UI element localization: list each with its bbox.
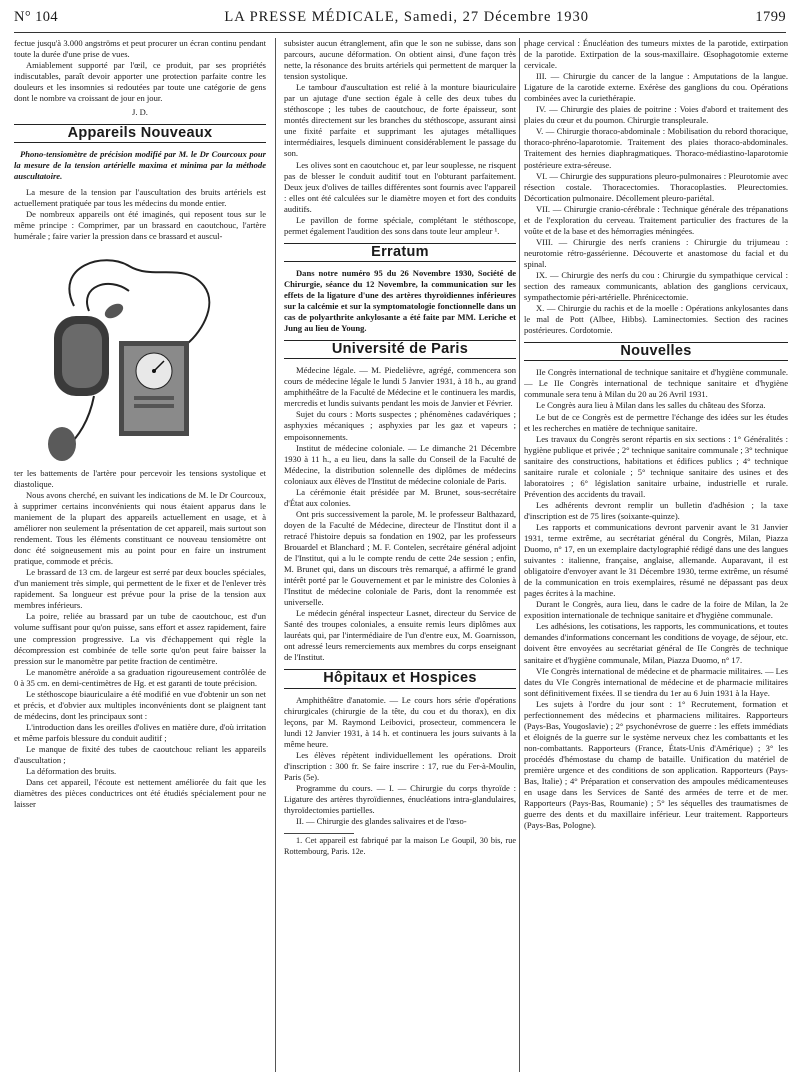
paragraph: Amphithéâtre d'anatomie. — Le cours hors série d'opérations chirurgicales (chirurgie de la tête, du cou et du thorax), en dix leçons, par M. Raymond Leibovici, prosecteur, commencera le lundi 12 Janvier 1931, à 14 h. et continuera les jours suivants à la même heure. — [284, 694, 516, 749]
paragraph: Les adhérents devront remplir un bulletin d'adhésion ; la taxe d'inscription est de 75 lires (soixante-quinze). — [524, 499, 788, 521]
paragraph: Dans cet appareil, l'écoute est nettement améliorée du fait que les diamètres des pièces conductrices ont été étudiés spécialement pour ne laisser — [14, 777, 266, 810]
paragraph: La cérémonie était présidée par M. Brunet, sous-secrétaire d'État aux colonies. — [284, 486, 516, 508]
signature: J. D. — [132, 107, 148, 118]
section-header — [284, 340, 516, 359]
paragraph: phage cervical : Énucléation des tumeurs mixtes de la parotide, extirpation de la parotide. Extirpation de la sous-maxillaire. Œsophagotomie externe cervicale. — [524, 38, 788, 71]
paragraph: Les sujets à l'ordre du jour sont : 1° Recrutement, formation et perfectionnement des médecins et pharmaciens militaires. Rapporteurs (Pays-Bas, Yougoslavie) ; 2° psychonévrose de guerre : les effets immédiats et éloignés de la guerre sur le système nerveux chez les combattants et les non-combattants. Rapporteurs (France, États-Unis d'Amérique) ; 3° les procédés d'hémostase du champ de bataille. Unification du matériel de première urgence et des conditions de son application. Rapporteurs (Pays-Bas, Italie) ; 4° Préparation et conservation des ampoules médicamenteuses en usage dans les Services de Santé des armées de terre et de mer. Rapporteurs (Pays-Bas, Roumanie) ; 5° les séquelles des traumatismes de guerre des dents et du maxillaire inférieur. Leur traitement. Rapporteurs (Pays-Bas, Pologne). — [524, 698, 788, 831]
paragraph: Médecine légale. — M. Piedelièvre, agrégé, commencera son cours de médecine légale le lundi 5 Janvier 1931, à 18 h., au grand amphithéâtre de la Faculté de Médecine et le continuera les mardis, mercredis et lundis suivants pendant les mois de Janvier et Février. — [284, 365, 516, 409]
paragraph: VII. — Chirurgie cranio-cérébrale : Technique générale des trépanations et de l'exploration du cerveau. Traitement particulier des fractures de la voûte et de la base et des hémorragies méningées. — [524, 203, 788, 236]
paragraph: Le brassard de 13 cm. de largeur est serré par deux boucles spéciales, d'un maniement très simple, qui permettent de le fixer et de l'enlever très rapidement. Sa longueur est prévue pour la prise de la tension aux membres inférieurs. — [14, 567, 266, 611]
paragraph: VIII. — Chirurgie des nerfs craniens : Chirurgie du trijumeau : neurotomie rétro-gassérienne. Découverte et anastomose du facial et du spinal. — [524, 236, 788, 269]
paragraph: Le manque de fixité des tubes de caoutchouc reliant les appareils d'auscultation ; — [14, 743, 266, 766]
paragraph: La mesure de la tension par l'auscultation des bruits artériels est actuellement pratiquée par tous les médecins du monde entier. — [14, 186, 266, 208]
paragraph: Les rapports et communications devront parvenir avant le 31 Janvier 1931, terme extrême, au secrétariat général du Congrès, Milan, Piazza Duomo, n° 17, en un exemplaire dactylographié rédigé dans une des langues suivantes : italienne, française, anglaise, allemande. Auparavant, il est obligatoire d'envoyer avant le 31 Décembre 1930, terme extrême, un résumé de la communication en trois exemplaires, résumé ne dépassant pas deux pages écrites à la machine. — [524, 521, 788, 599]
paragraph: IV. — Chirurgie des plaies de poitrine : Voies d'abord et traitement des plaies du cœur et du poumon. Chirurgie transpleurale. — [524, 104, 788, 126]
paragraph: fectue jusqu'à 3.000 angströms et peut procurer un écran continu pendant toute la durée d'une prise de vues. — [14, 38, 266, 60]
paragraph: Le Congrès aura lieu à Milan dans les salles du château des Sforza. — [536, 400, 766, 411]
paragraph: IX. — Chirurgie des nerfs du cou : Chirurgie du sympathique cervical : section des rameaux communicants, ablation des ganglions cervicaux, sympathectomie péri-artérielle. Phrénicectomie. — [524, 269, 788, 303]
section-title: Université de Paris — [331, 341, 469, 358]
paragraph: III. — Chirurgie du cancer de la langue : Amputations de la langue. Ligature de la carotide externe. Exérèse des ganglions du cou. Opérations combinées avec la curiethérapie. — [524, 71, 788, 104]
bulb-shape — [48, 427, 76, 461]
column-2 — [284, 38, 516, 1074]
paragraph: De nombreux appareils ont été imaginés, qui reposent tous sur le même principe : Comprimer, par un brassard en caoutchouc, l'artère humérale ; faire varier la pression dans ce brassard et auscul- — [14, 208, 266, 241]
footnote-rule — [284, 833, 354, 834]
paragraph: Durant le Congrès, aura lieu, dans le cadre de la foire de Milan, la 2e exposition internationale de technique sanitaire et d'hygiène communale. — [524, 599, 788, 621]
paragraph: V. — Chirurgie thoraco-abdominale : Mobilisation du rebord thoracique, thoraco-phréno-laparotomie. Traitement des plaies thoraco-abdominales. Traitement des hernies diaphragmatiques. Thoraco-médiastino-laparotomie postérieure extra-séreuse. — [524, 126, 788, 170]
paragraph: subsister aucun étranglement, afin que le son ne subisse, dans son parcours, aucune déformation. On obtient ainsi, d'une façon très nette, la résonance des bruits artériels qui permettent de marquer la tension systolique. — [284, 38, 516, 82]
paragraph: Amiablement supporté par l'œil, ce produit, par ses propriétés indiscutables, paraît devoir apporter une protection parfaite contre les douleurs et les insomnies si redoutées par toute une catégorie de gens dont le nombre va croissant de jour en jour. — [14, 60, 266, 104]
paragraph: Le pavillon de forme spéciale, complétant le stéthoscope, permet également l'audition des sons dans toute leur ampleur ¹. — [284, 214, 516, 236]
paragraph: Sujet du cours : Morts suspectes ; phénomènes cadavériques ; asphyxies mécaniques ; asphyxies par les gaz et vapeurs ; empoisonnements. — [284, 409, 516, 442]
page-header — [14, 9, 786, 31]
footnote: 1. Cet appareil est fabriqué par la maison Le Goupil, 30 bis, rue Rottembourg, Paris. 12e. — [284, 836, 516, 856]
issue-number: N° 104 — [14, 9, 59, 25]
paragraph: Le manomètre anéroïde a sa graduation rigoureusement contrôlée de 0 à 35 cm. en demi-centimètres de Hg. et est garanti de toute précision. — [14, 666, 266, 688]
section-title: Erratum — [371, 243, 429, 260]
paragraph: Dans notre numéro 95 du 26 Novembre 1930, Société de Chirurgie, séance du 12 Novembre, la communication sur les effets de la ligature d'une des artères thyroïdiennes inférieures sur la calcémie et sur la symptomatologie fonctionnelle dans un cas de polyarthrite ankylosante a été faite par MM. Leriche et Jung au lieu de Young. — [284, 267, 516, 334]
paragraph: X. — Chirurgie du rachis et de la moelle : Opérations ankylosantes dans le mal de Pott (Albee, Hibbs). Laminectomies. Section des racines postérieures. Cordotomie. — [524, 303, 788, 336]
paragraph: Le tambour d'auscultation est relié à la monture biauriculaire par un ajutage d'une section égale à celle des deux tubes du stéthoscope ; les tubes de caoutchouc, de forte épaisseur, sont montés directement sur les branches du stéthoscope, assurant ainsi une fixité parfaite et supprimant les ajutages métalliques intermédiaires, lesquels diminuent considérablement le passage du son. — [284, 82, 516, 159]
column-1 — [14, 38, 266, 1074]
column-3 — [524, 38, 788, 1074]
paragraph: ter les battements de l'artère pour percevoir les tensions systolique et diastolique. — [14, 467, 266, 489]
paragraph: Ont pris successivement la parole, M. le professeur Balthazard, doyen de la Faculté de Médecine, directeur de l'Institut dont il a retracé l'histoire depuis sa fondation en 1902, par les professeurs Brouardel et Blanchard ; M. F. Contelen, secrétaire général adjoint de l'Institut, qui a lu le compte rendu de cette 24e session ; enfin, M. Brunet qui, dans un discours très remarqué, a affirmé le grand intérêt porté par le Gouvernement et par le ministre des Colonies à l'Institut de médecine coloniale de Paris, dont la renommée est universelle. — [284, 508, 516, 608]
paragraph: II. — Chirurgie des glandes salivaires et de l'œso- — [296, 816, 467, 827]
paragraph: Nous avons cherché, en suivant les indications de M. le Dr Courcoux, à supprimer certains inconvénients qui nous étaient apparus dans le maniement de la plupart des appareils actuellement en usage, et à améliorer non seulement la présentation de cet appareil, mais surtout son rendement. Tous les éléments constituant ce nouveau tensiomètre ont donc été soigneusement mis au point pour en faire un instrument pratique, commode et précis. — [14, 489, 266, 567]
paragraph: Programme du cours. — I. — Chirurgie du corps thyroïde : Ligature des artères thyroïdiennes, énucléations intra-glandulaires, thyroïdectomies partielles. — [284, 782, 516, 815]
column-divider — [519, 38, 520, 1072]
page-number: 1799 — [755, 9, 786, 25]
journal-title: LA PRESSE MÉDICALE, Samedi, 27 Décembre 1930 — [224, 9, 590, 25]
paragraph: Les élèves répètent individuellement les opérations. Droit d'inscription : 300 fr. Se faire inscrire : 17, rue du Fer-à-Moulin, Paris (5e). — [284, 749, 516, 782]
section-title: Appareils Nouveaux — [67, 125, 213, 142]
paragraph: Le médecin général inspecteur Lasnet, directeur du Service de Santé des troupes coloniales, a ensuite remis leurs diplômes aux lauréats qui, par l'intermédiaire de l'un d'entre eux, M. Goarnisson, ont adressé leurs remerciements aux membres du corps enseignant de l'Institut. — [284, 608, 516, 663]
section-header — [524, 342, 788, 361]
section-title: Nouvelles — [620, 343, 692, 360]
section-header — [284, 243, 516, 262]
paragraph: IIe Congrès international de technique sanitaire et d'hygiène communale. — Le IIe Congrès international de technique sanitaire et d'hygiène communale sera tenu à Milan du 20 au 26 Avril 1931. — [524, 367, 788, 400]
paragraph: VI. — Chirurgie des suppurations pleuro-pulmonaires : Pleurotomie avec résection costale. Thoracectomies. Thoracoplasties. Pleurectomies. Décortication pulmonaire. Décollement pleuro-pariétal. — [524, 170, 788, 203]
column-divider — [275, 38, 276, 1072]
section-header — [14, 124, 266, 143]
header-rule — [14, 32, 786, 33]
paragraph: La déformation des bruits. — [26, 766, 117, 777]
section-header — [284, 669, 516, 688]
paragraph: Les olives sont en caoutchouc et, par leur souplesse, ne risquent pas de blesser le conduit auditif tout en l'obturant parfaitement. Deux jeux d'olives de tailles différentes sont fournis avec l'appareil : elles ont été calculées sur le diamètre moyen et fort des conduits auditifs. — [284, 159, 516, 214]
paragraph: Institut de médecine coloniale. — Le dimanche 21 Décembre 1930 à 11 h., a eu lieu, dans la salle du Conseil de la Faculté de Médecine, la distribution solennelle des diplômes de médecins coloniaux aux élèves de l'Institut de médecine coloniale de Paris. — [284, 442, 516, 486]
section-title: Hôpitaux et Hospices — [323, 670, 477, 687]
paragraph: Les adhésions, les cotisations, les rapports, les communications, et toutes demandes d'informations concernant les conditions de voyage, de séjour, etc. doivent être envoyées au secrétariat général de IIe Congrès de technique sanitaire et d'hygiène communale, Milan, Piazza Duomo, n° 17. — [524, 621, 788, 665]
paragraph: La poire, reliée au brassard par un tube de caoutchouc, est d'un volume suffisant pour qu'on puisse, sans effort et assez rapidement, faire une compression progressive. La vis d'échappement qui règle la décompression est combinée de telle sorte qu'on peut faire baisser la pression sur le manomètre par petite fraction de centimètre. — [14, 611, 266, 666]
paragraph: Le but de ce Congrès est de permettre l'échange des idées sur les études et les recherches en matière de technique sanitaire. — [524, 411, 788, 433]
paragraph: Les travaux du Congrès seront répartis en six sections : 1° Généralités : hygiène publique et privée ; 2° technique sanitaire communale ; 3° technique sanitaire des constructions, habitations et édifices publics ; 4° technique sanitaire rurale et coloniale ; 5° technique sanitaire des usines et des laboratoires ; 6° législation sanitaire urbaine, industrielle et rurale. Prévention des accidents du travail. — [524, 433, 788, 499]
tensiometer-illustration — [34, 246, 219, 461]
article-subtitle: Phono-tensiomètre de précision modifié par M. le Dr Courcoux pour la mesure de la tension artérielle maxima et minima par la méthode auscultatoire. — [14, 149, 266, 182]
paragraph: VIe Congrès international de médecine et de pharmacie militaires. — Les dates du VIe Congrès international de médecine et de pharmacie militaires sont définitivement fixées. Il se tiendra du 1er au 6 Juin 1931 à la Haye. — [524, 665, 788, 698]
paragraph: Le stéthoscope biauriculaire a été modifié en vue d'obtenir un son net et précis, et d'obvier aux multiples inconvénients dont se plaignent tant de médecins, dont les principaux sont : — [14, 688, 266, 721]
paragraph: L'introduction dans les oreilles d'olives en matière dure, d'où irritation et même parfois blessure du conduit auditif ; — [14, 721, 266, 743]
